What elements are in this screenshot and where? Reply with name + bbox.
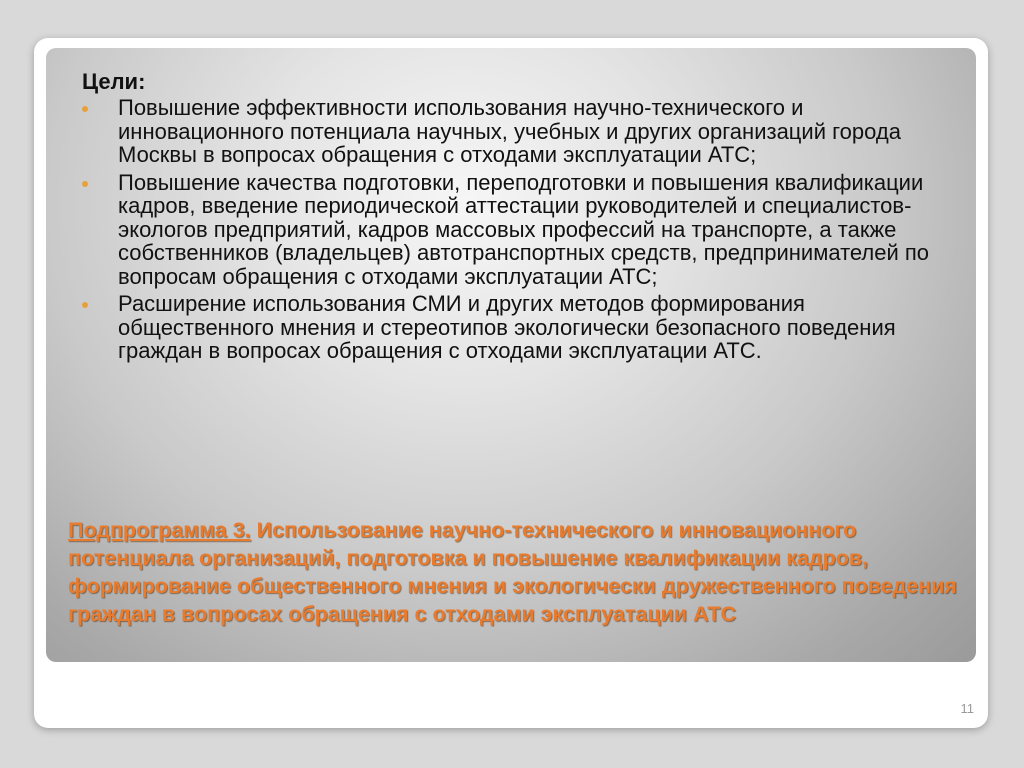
goal-text: Повышение эффективности использования научно-технического и инновационного потенциала научных, учебных и других организаций города Москвы в вопросах обращения с отходами эксплуатации АТС; [118,95,901,167]
list-item [82,171,962,289]
slide-card [34,38,988,728]
subprogram-link[interactable]: Подпрограмма 3. [68,518,251,542]
bullet-icon [82,106,88,112]
bullet-icon [82,302,88,308]
list-item [82,292,962,363]
subprogram-title [68,516,968,628]
goal-text: Повышение качества подготовки, переподготовки и повышения квалификации кадров, введение периодической аттестации руководителей и специалистов-экологов предприятий, кадров массовых профессий на транспорте, а также собственников (владельцев) автотранспортных средств, предпринимателей по вопросам обращения с отходами эксплуатации АТС; [118,169,930,289]
goals-list [82,96,962,367]
content-panel [46,48,976,662]
list-item [82,96,962,167]
goals-heading: Цели: [82,69,146,94]
goal-text: Расширение использования СМИ и других методов формирования общественного мнения и стереотипов экологически безопасного поведения граждан в вопросах обращения с отходами эксплуатации АТС. [118,291,896,363]
page-number: 11 [960,701,974,716]
subprogram-text: Использование научно-технического и инновационного потенциала организаций, подготовка и повышение квалификации кадров, формирование общественного мнения и экологически дружественного поведения граждан в вопросах обращения с отходами эксплуатации АТС [68,518,957,626]
bullet-icon [82,181,88,187]
